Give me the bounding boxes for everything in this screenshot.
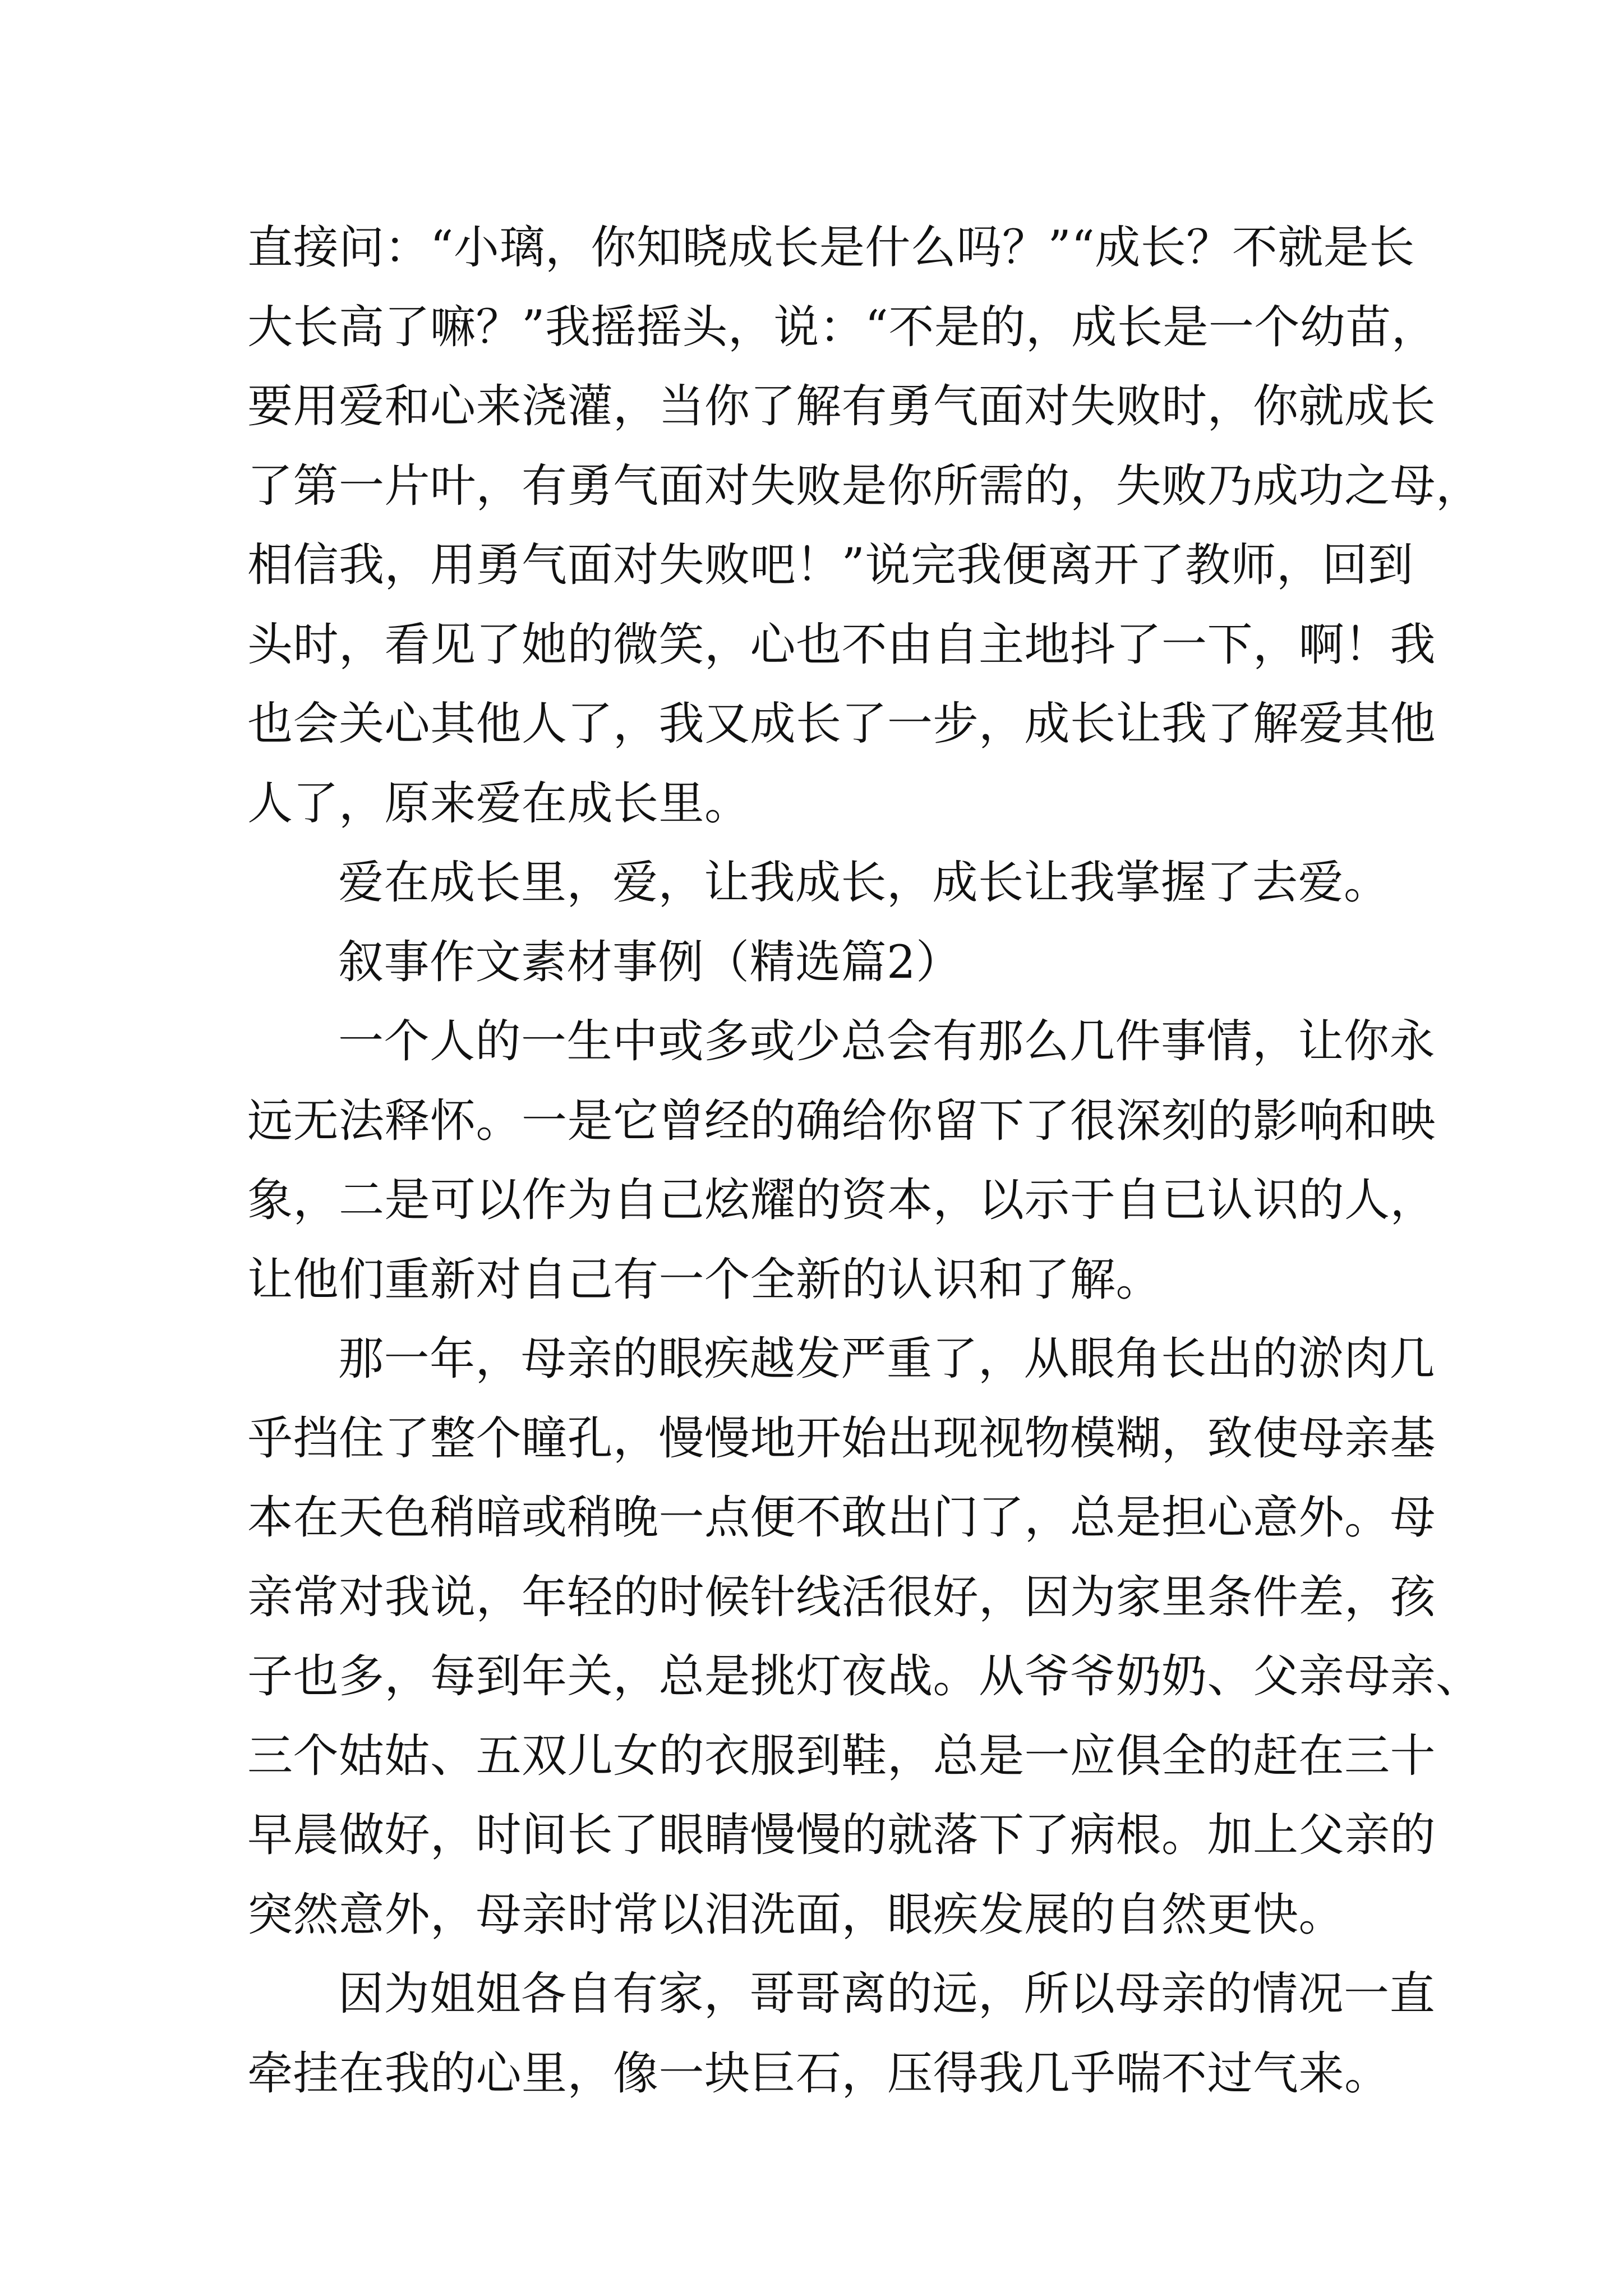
text-line: 三个姑姑、五双儿女的衣服到鞋，总是一应俱全的赶在三十 <box>247 1729 1436 1783</box>
text-line: 也会关心其他人了，我又成长了一步，成长让我了解爱其他 <box>247 698 1436 751</box>
document-body <box>247 209 1482 2114</box>
text-line: 那一年，母亲的眼疾越发严重了，从眼角长出的淤肉几 <box>338 1333 1436 1386</box>
text-line: 远无法释怀。一是它曾经的确给你留下了很深刻的影响和映 <box>247 1094 1436 1148</box>
text-line: 要用爱和心来浇灌，当你了解有勇气面对失败时，你就成长 <box>247 380 1436 433</box>
text-line: 因为姐姐各自有家，哥哥离的远，所以母亲的情况一直 <box>338 1968 1436 2021</box>
text-line: 叙事作文素材事例（精选篇2） <box>338 936 962 989</box>
text-line: 一个人的一生中或多或少总会有那么几件事情，让你永 <box>338 1015 1436 1068</box>
text-line: 本在天色稍暗或稍晚一点便不敢出门了，总是担心意外。母 <box>247 1492 1436 1544</box>
text-line: 象，二是可以作为自己炫耀的资本，以示于自已认识的人， <box>247 1174 1436 1227</box>
text-line: 爱在成长里，爱，让我成长，成长让我掌握了去爱。 <box>338 857 1390 909</box>
text-line: 人了，原来爱在成长里。 <box>247 777 750 830</box>
text-line: 直接问：“小璃，你知晓成长是什么吗？”“成长？不就是长 <box>247 222 1415 274</box>
text-line: 乎挡住了整个瞳孔，慢慢地开始出现视物模糊，致使母亲基 <box>247 1412 1436 1465</box>
text-line: 让他们重新对自己有一个全新的认识和了解。 <box>247 1253 1162 1306</box>
text-line: 了第一片叶，有勇气面对失败是你所需的，失败乃成功之母， <box>247 459 1482 513</box>
text-line: 相信我，用勇气面对失败吧！”说完我便离开了教师，回到 <box>247 539 1414 592</box>
text-line: 亲常对我说，年轻的时候针线活很好，因为家里条件差，孩 <box>247 1571 1436 1624</box>
text-line: 牵挂在我的心里，像一块巨石，压得我几乎喘不过气来。 <box>247 2047 1390 2100</box>
text-line: 子也多，每到年关，总是挑灯夜战。从爷爷奶奶、父亲母亲、 <box>247 1650 1482 1703</box>
text-line: 大长高了嘛？”我摇摇头，说：“不是的，成长是一个幼苗， <box>247 301 1437 354</box>
text-line: 早晨做好，时间长了眼睛慢慢的就落下了病根。加上父亲的 <box>247 1809 1436 1862</box>
text-line: 头时，看见了她的微笑，心也不由自主地抖了一下，啊！我 <box>247 618 1436 671</box>
text-line: 突然意外，母亲时常以泪洗面，眼疾发展的自然更快。 <box>247 1888 1345 1941</box>
